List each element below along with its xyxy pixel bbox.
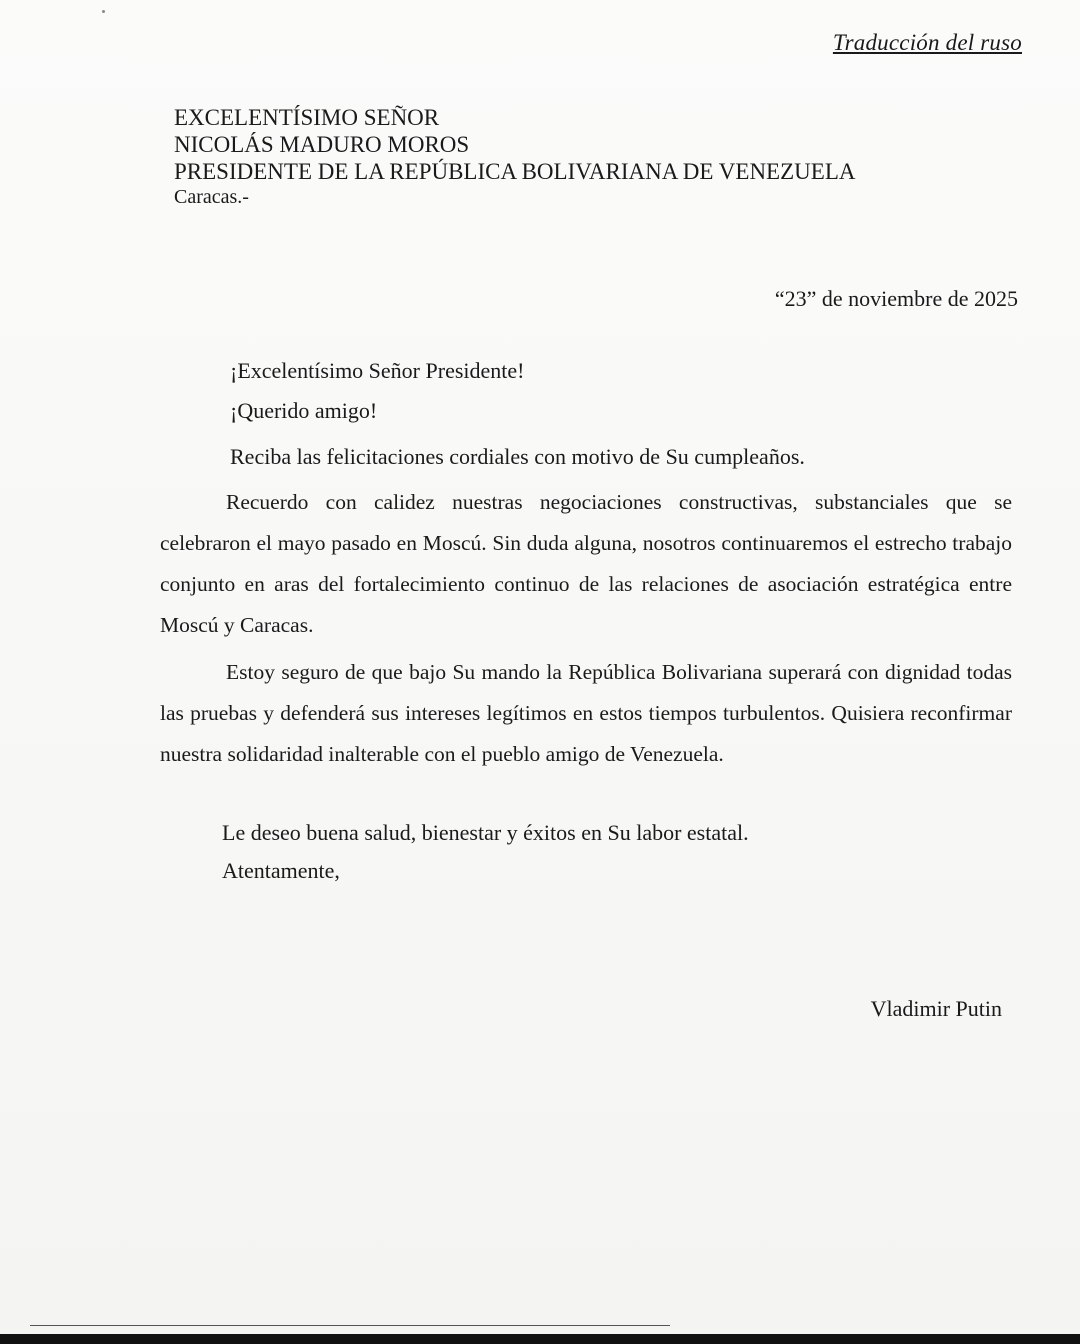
addressee-city: Caracas.- bbox=[174, 186, 249, 208]
addressee-title: EXCELENTÍSIMO SEÑOR bbox=[174, 105, 440, 130]
scan-edge-line bbox=[30, 1325, 670, 1326]
addressee-name: NICOLÁS MADURO MOROS bbox=[174, 132, 470, 157]
paper-speck bbox=[102, 10, 105, 13]
scan-bottom-border bbox=[0, 1334, 1080, 1344]
signature-name: Vladimir Putin bbox=[870, 996, 1002, 1021]
paragraph-negotiations: Recuerdo con calidez nuestras negociaciones constructivas, substanciales que se celebraron el mayo pasado en Moscú. Sin duda alguna, nosotros continuaremos el estrecho trabajo conjunto en aras del fortalecimiento continuo de las relaciones de asociación estratégica entre Moscú y Caracas. bbox=[160, 490, 1012, 637]
closing-phrase: Atentamente, bbox=[222, 858, 340, 883]
salutation-formal: ¡Excelentísimo Señor Presidente! bbox=[230, 358, 525, 383]
salutation-friendly: ¡Querido amigo! bbox=[230, 398, 378, 423]
closing-wishes: Le deseo buena salud, bienestar y éxitos en Su labor estatal. bbox=[222, 820, 749, 845]
birthday-greeting: Reciba las felicitaciones cordiales con motivo de Su cumpleaños. bbox=[230, 444, 805, 469]
addressee-position: PRESIDENTE DE LA REPÚBLICA BOLIVARIANA DE VENEZUELA bbox=[174, 159, 856, 184]
addressee-block bbox=[174, 104, 855, 209]
translation-note: Traducción del ruso bbox=[832, 30, 1022, 55]
letter-date: “23” de noviembre de 2025 bbox=[774, 286, 1018, 311]
paragraph-solidarity: Estoy seguro de que bajo Su mando la República Bolivariana superará con dignidad todas las pruebas y defenderá sus intereses legítimos en estos tiempos turbulentos. Quisiera reconfirmar nuestra solidaridad inalterable con el pueblo amigo de Venezuela. bbox=[160, 660, 1012, 766]
